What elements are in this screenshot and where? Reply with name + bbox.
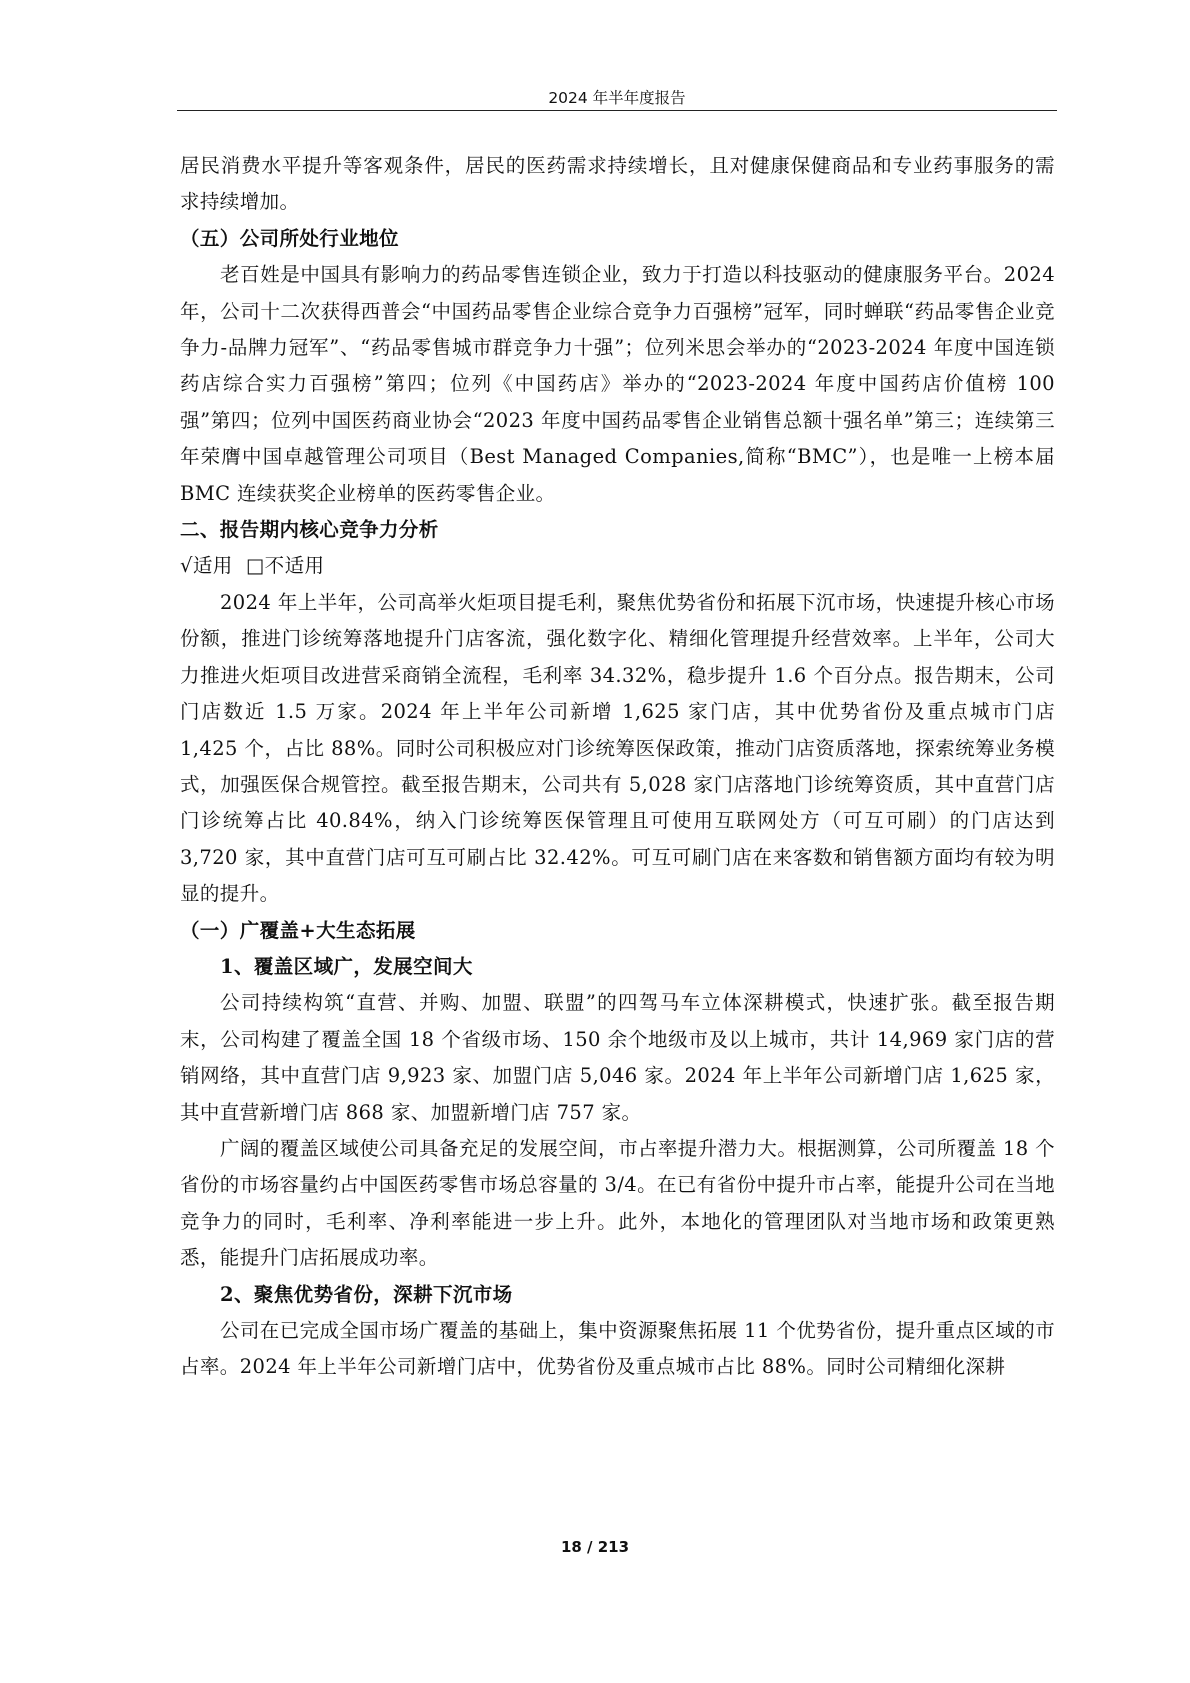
- paragraph-focus-provinces: 公司在已完成全国市场广覆盖的基础上，集中资源聚焦拓展 11 个优势省份，提升重点区域的市占率。2024 年上半年公司新增门店中，优势省份及重点城市占比 88%。同时公司精细化深耕: [180, 1319, 1055, 1379]
- subheading-wide-coverage: 1、覆盖区域广，发展空间大: [220, 954, 473, 978]
- paragraph-store-network: 公司持续构筑“直营、并购、加盟、联盟”的四驾马车立体深耕模式，快速扩张。截至报告期末，公司构建了覆盖全国 18 个省级市场、150 余个地级市及以上城市，共计 14,969 家门店的营销网络，其中直营门店 9,923 家、加盟门店 5,046 家。2024 年上半年公司新增门店 1,625 家，其中直营新增门店 868 家、加盟新增门店 757 家。: [180, 991, 1055, 1124]
- empty-checkbox-icon: □: [245, 554, 265, 578]
- paragraph-industry-position: 老百姓是中国具有影响力的药品零售连锁企业，致力于打造以科技驱动的健康服务平台。2024 年，公司十二次获得西普会“中国药品零售企业综合竞争力百强榜”冠军，同时蝉联“药品零售企业竞争力-品牌力冠军”、“药品零售城市群竞争力十强”；位列米思会举办的“2023-2024 年度中国连锁药店综合实力百强榜”第四；位列《中国药店》举办的“2023-2024 年度中国药店价值榜 100 强”第四；位列中国医药商业协会“2023 年度中国药品零售企业销售总额十强名单”第三；连续第三年荣膺中国卓越管理公司项目（Best Managed Companies,简称“BMC”），也是唯一上榜本届 BMC 连续获奖企业榜单的医药零售企业。: [180, 263, 1055, 505]
- applicability-line: [180, 548, 1055, 584]
- not-applicable-label: 不适用: [264, 554, 325, 578]
- paragraph-h1-summary: 2024 年上半年，公司高举火炬项目提毛利，聚焦优势省份和拓展下沉市场，快速提升核心市场份额，推进门诊统筹落地提升门店客流，强化数字化、精细化管理提升经营效率。上半年，公司大力推进火炬项目改进营采商销全流程，毛利率 34.32%，稳步提升 1.6 个百分点。报告期末，公司门店数近 1.5 万家。2024 年上半年公司新增 1,625 家门店，其中优势省份及重点城市门店 1,425 个，占比 88%。同时公司积极应对门诊统筹医保政策，推动门店资质落地，探索统筹业务模式，加强医保合规管控。截至报告期末，公司共有 5,028 家门店落地门诊统筹资质，其中直营门店门诊统筹占比 40.84%，纳入门诊统筹医保管理且可使用互联网处方（可互可刷）的门店达到 3,720 家，其中直营门店可互可刷占比 32.42%。可互可刷门店在来客数和销售额方面均有较为明显的提升。: [180, 590, 1055, 906]
- subsection-heading-coverage-ecosystem: （一）广覆盖+大生态拓展: [180, 918, 416, 942]
- check-mark-icon: √: [180, 554, 193, 578]
- paragraph-consumption: 居民消费水平提升等客观条件，居民的医药需求持续增长，且对健康保健商品和专业药事服务的需求持续增加。: [180, 154, 1055, 214]
- subheading-focus-provinces: 2、聚焦优势省份，深耕下沉市场: [220, 1282, 513, 1306]
- paragraph-market-potential: 广阔的覆盖区域使公司具备充足的发展空间，市占率提升潜力大。根据测算，公司所覆盖 18 个省份的市场容量约占中国医药零售市场总容量的 3/4。在已有省份中提升市占率，能提升公司在当地竞争力的同时，毛利率、净利率能进一步上升。此外，本地化的管理团队对当地市场和政策更熟悉，能提升门店拓展成功率。: [180, 1136, 1055, 1270]
- header-divider: [177, 110, 1057, 111]
- section-heading-core-competitiveness: 二、报告期内核心竞争力分析: [180, 518, 439, 542]
- page-body: [180, 148, 1055, 1386]
- applicable-label: 适用: [192, 554, 233, 578]
- section-heading-industry-position: （五）公司所处行业地位: [180, 226, 399, 250]
- page-number: 18 / 213: [560, 1538, 630, 1556]
- running-header: 2024 年半年度报告: [548, 89, 686, 107]
